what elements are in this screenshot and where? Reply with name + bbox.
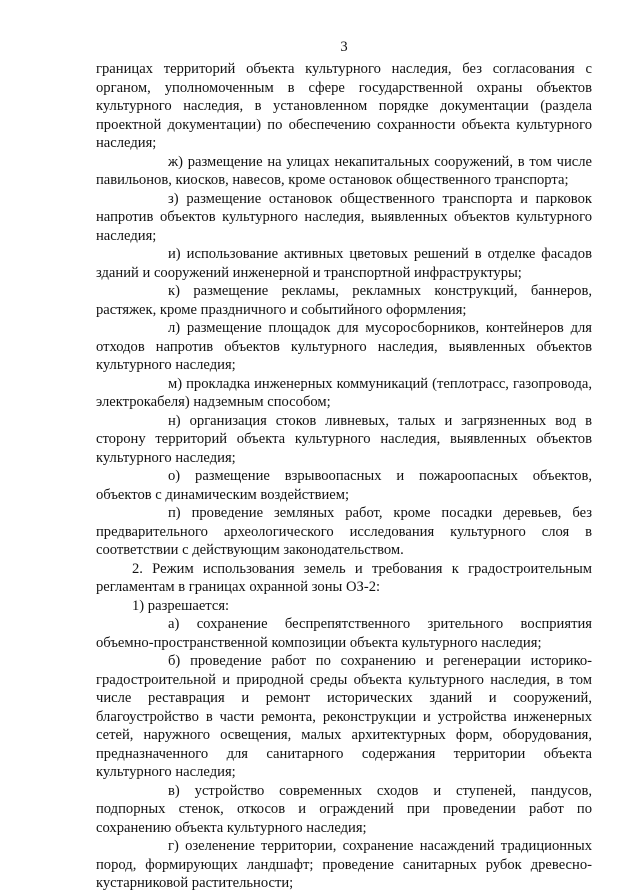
- list-item-text: озеленение территории, сохранение насаждений традиционных пород, формирующих ландшафт; проведение санитарных рубок древесно-кустарниковой растительности;: [96, 838, 592, 891]
- list-item-label: а): [168, 616, 180, 632]
- list-item-label: п): [168, 505, 181, 521]
- list-item-text: размещение взрывоопасных и пожароопасных объектов, объектов с динамическим воздействием;: [96, 468, 592, 503]
- list-item-text: проведение работ по сохранению и регенерации историко-градостроительной и природной среды объекта культурного наследия, в том числе реставрация и ремонт исторических зданий и сооружений, благоустройство в части ремонта, реконструкции и устройства инженерных сетей, наружного освещения, малых архитектурных форм, оборудования, предназначенного для санитарного содержания территории объекта культурного наследия;: [96, 653, 592, 780]
- section-heading: [96, 560, 592, 597]
- list-item-b: [96, 652, 592, 782]
- paragraph-text: границах территорий объекта культурного наследия, без согласования с органом, уполномоченным в сфере государственной охраны объектов культурного наследия, в установленном порядке документации (раздела проектной документации) по обеспечению сохранности объекта культурного наследия;: [96, 61, 592, 151]
- list-item-label: г): [168, 838, 179, 854]
- list-item-label: л): [168, 320, 181, 336]
- list-item-v: [96, 782, 592, 838]
- list-item-zh: [96, 153, 592, 190]
- list-item-n: [96, 412, 592, 468]
- list-item-i: [96, 245, 592, 282]
- list-item-k: [96, 282, 592, 319]
- list-item-p: [96, 504, 592, 560]
- list-item-text: размещение рекламы, рекламных конструкций, баннеров, растяжек, кроме праздничного и событийного оформления;: [96, 283, 592, 318]
- list-item-label: о): [168, 468, 181, 484]
- list-item-label: к): [168, 283, 180, 299]
- document-page: [96, 38, 592, 893]
- list-item-text: размещение на улицах некапитальных сооружений, в том числе павильонов, киосков, навесов, кроме остановок общественного транспорта;: [96, 153, 592, 188]
- paragraph-continuation: [96, 60, 592, 153]
- section-heading-text: 2. Режим использования земель и требования к градостроительным регламентам в границах охранной зоны ОЗ-2:: [96, 560, 592, 595]
- list-item-o: [96, 467, 592, 504]
- list-item-text: проведение земляных работ, кроме посадки деревьев, без предварительного археологического исследования культурного слоя в соответствии с действующим законодательством.: [96, 505, 592, 558]
- list-item-label: ж): [168, 153, 183, 170]
- list-item-a: [96, 615, 592, 652]
- list-item-l: [96, 319, 592, 375]
- list-item-text: устройство современных сходов и ступеней, пандусов, подпорных стенок, откосов и ограждений при проведении работ по сохранению объекта культурного наследия;: [96, 782, 592, 836]
- list-item-text: сохранение беспрепятственного зрительного восприятия объемно-пространственной композиции объекта культурного наследия;: [96, 616, 592, 651]
- list-item-text: прокладка инженерных коммуникаций (теплотрасс, газопровода, электрокабеля) надземным способом;: [96, 375, 593, 410]
- list-item-text: использование активных цветовых решений в отделке фасадов зданий и сооружений инженерной и транспортной инфраструктуры;: [96, 246, 592, 281]
- list-item-label: н): [168, 412, 181, 429]
- list-item-label: б): [168, 653, 181, 669]
- list-item-z: [96, 190, 592, 246]
- list-item-m: [96, 375, 592, 412]
- list-item-label: в): [168, 782, 180, 799]
- list-item-text: размещение остановок общественного транспорта и парковок напротив объектов культурного наследия, выявленных объектов культурного наследия;: [96, 190, 592, 244]
- list-item-text: размещение площадок для мусоросборников, контейнеров для отходов напротив объектов культурного наследия, выявленных объектов культурного наследия;: [96, 320, 592, 373]
- list-item-g: [96, 837, 592, 893]
- list-item-label: и): [168, 246, 181, 262]
- list-item-text: организация стоков ливневых, талых и загрязненных вод в сторону территорий объекта культурного наследия, выявленных объектов культурного наследия;: [96, 412, 592, 466]
- list-item-label: м): [168, 375, 183, 392]
- list-item-label: з): [168, 190, 179, 207]
- subsection-heading-text: 1) разрешается:: [132, 597, 230, 614]
- page-number: 3: [340, 39, 348, 55]
- subsection-heading: [96, 597, 592, 616]
